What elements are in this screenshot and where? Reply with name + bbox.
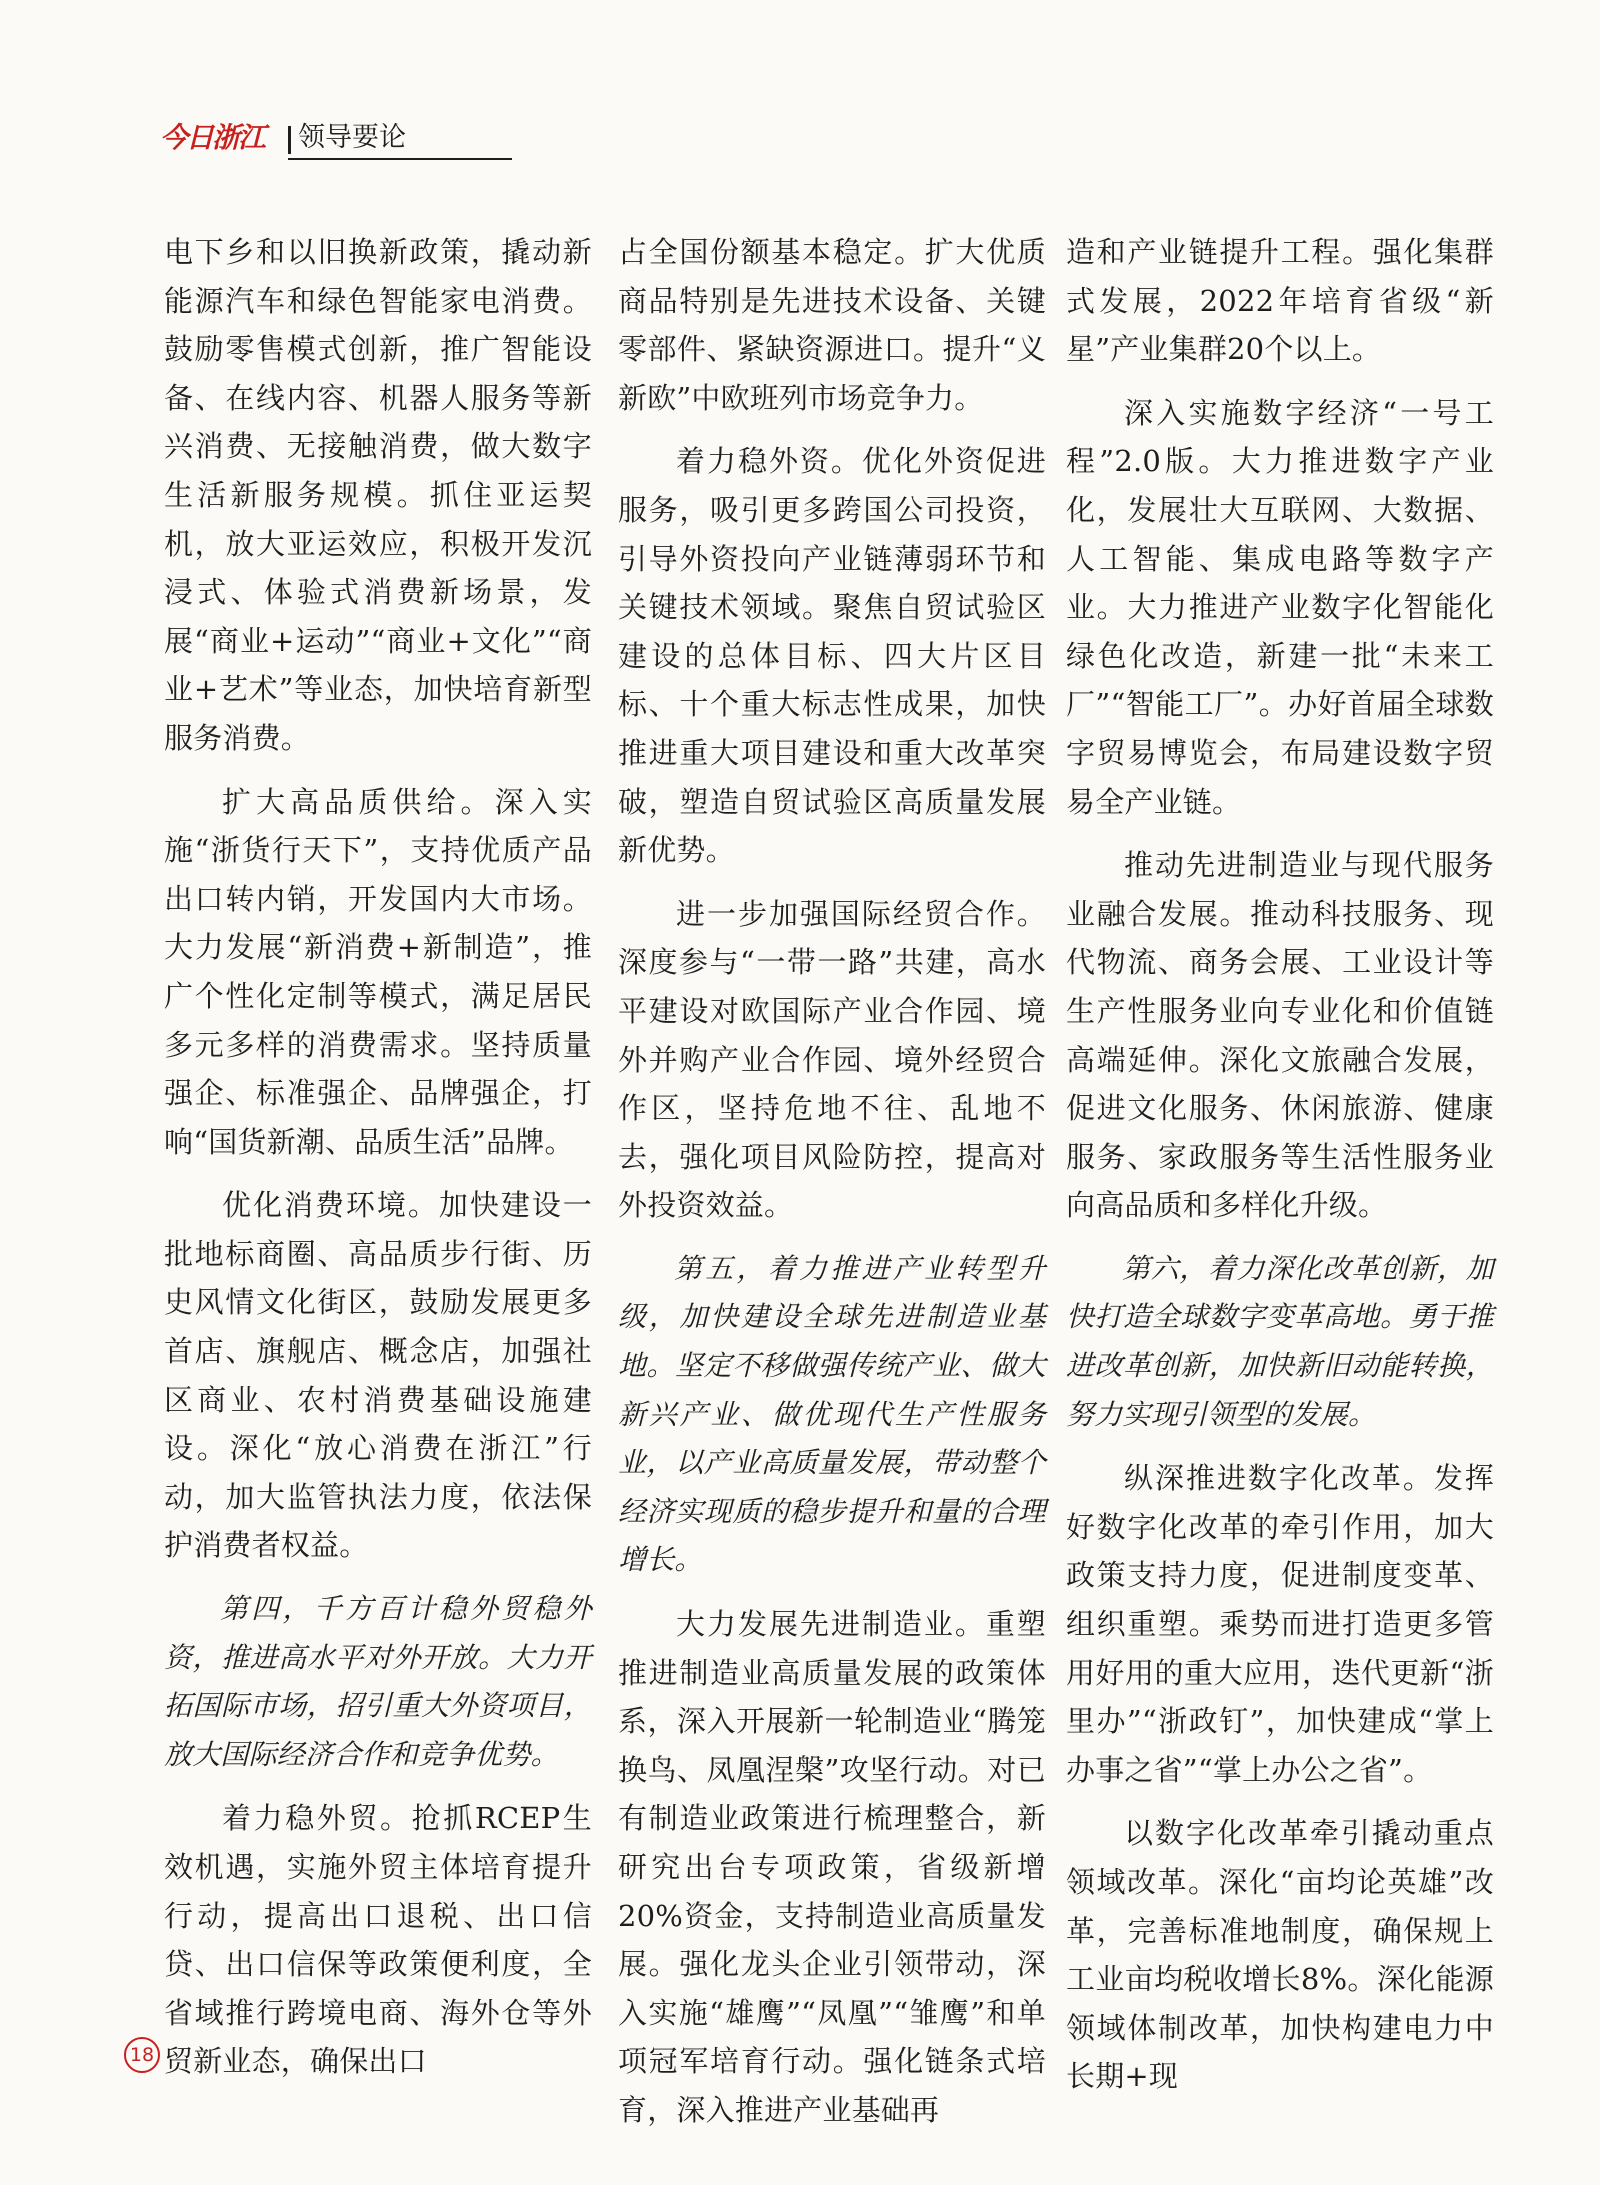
paragraph: 大力发展先进制造业。重塑推进制造业高质量发展的政策体系，深入开展新一轮制造业“腾笼换鸟、凤凰涅槃”攻坚行动。对已有制造业政策进行梳理整合，新研究出台专项政策，省级新增20%资金，支持制造业高质量发展。强化龙头企业引领带动，深入实施“雄鹰”“凤凰”“雏鹰”和单项冠军培育行动。强化链条式培育，深入推进产业基础再 <box>618 1607 1046 2127</box>
section-lead-paragraph: 第五，着力推进产业转型升级，加快建设全球先进制造业基地。坚定不移做强传统产业、做大新兴产业、做优现代生产性服务业，以产业高质量发展，带动整个经济实现质的稳步提升和量的合理增长。 <box>618 1251 1046 1577</box>
text-column-1 <box>164 228 592 2086</box>
paragraph: 深入实施数字经济“一号工程”2.0版。大力推进数字产业化，发展壮大互联网、大数据、人工智能、集成电路等数字产业。大力推进产业数字化智能化绿色化改造，新建一批“未来工厂”“智能工厂”。办好首届全球数字贸易博览会，布局建设数字贸易全产业链。 <box>1066 395 1494 819</box>
paragraph: 着力稳外贸。抢抓RCEP生效机遇，实施外贸主体培育提升行动，提高出口退税、出口信贷、出口信保等政策便利度，全省域推行跨境电商、海外仓等外贸新业态，确保出口 <box>164 1801 592 2079</box>
paragraph: 造和产业链提升工程。强化集群式发展，2022年培育省级“新星”产业集群20个以上。 <box>1066 235 1494 367</box>
magazine-logo: 今日浙江 <box>160 121 265 154</box>
paragraph: 电下乡和以旧换新政策，撬动新能源汽车和绿色智能家电消费。鼓励零售模式创新，推广智能设备、在线内容、机器人服务等新兴消费、无接触消费，做大数字生活新服务规模。抓住亚运契机，放大亚运效应，积极开发沉浸式、体验式消费新场景，发展“商业+运动”“商业+文化”“商业+艺术”等业态，加快培育新型服务消费。 <box>164 235 592 755</box>
paragraph: 着力稳外资。优化外资促进服务，吸引更多跨国公司投资，引导外资投向产业链薄弱环节和关键技术领域。聚焦自贸试验区建设的总体目标、四大片区目标、十个重大标志性成果，加快推进重大项目建设和重大改革突破，塑造自贸试验区高质量发展新优势。 <box>618 444 1046 868</box>
paragraph: 占全国份额基本稳定。扩大优质商品特别是先进技术设备、关键零部件、紧缺资源进口。提升“义新欧”中欧班列市场竞争力。 <box>618 235 1046 415</box>
text-column-3 <box>1066 228 1494 2101</box>
page-header <box>160 120 512 160</box>
text-column-2 <box>618 228 1046 2135</box>
paragraph: 进一步加强国际经贸合作。深度参与“一带一路”共建，高水平建设对欧国际产业合作园、境外并购产业合作园、境外经贸合作区，坚持危地不往、乱地不去，强化项目风险防控，提高对外投资效益。 <box>618 896 1046 1223</box>
page-number: 18 <box>124 2037 160 2073</box>
paragraph: 以数字化改革牵引撬动重点领域改革。深化“亩均论英雄”改革，完善标准地制度，确保规上工业亩均税收增长8%。深化能源领域体制改革，加快构建电力中长期+现 <box>1066 1816 1494 2094</box>
paragraph: 优化消费环境。加快建设一批地标商圈、高品质步行街、历史风情文化街区，鼓励发展更多首店、旗舰店、概念店，加强社区商业、农村消费基础设施建设。深化“放心消费在浙江”行动，加大监管执法力度，依法保护消费者权益。 <box>164 1188 592 1563</box>
paragraph: 推动先进制造业与现代服务业融合发展。推动科技服务、现代物流、商务会展、工业设计等生产性服务业向专业化和价值链高端延伸。深化文旅融合发展，促进文化服务、休闲旅游、健康服务、家政服务等生活性服务业向高品质和多样化升级。 <box>1066 848 1494 1223</box>
paragraph: 纵深推进数字化改革。发挥好数字化改革的牵引作用，加大政策支持力度，促进制度变革、组织重塑。乘势而进打造更多管用好用的重大应用，迭代更新“浙里办”“浙政钉”，加快建成“掌上办事之省”“掌上办公之省”。 <box>1066 1461 1494 1787</box>
section-lead-paragraph: 第四，千方百计稳外贸稳外资，推进高水平对外开放。大力开拓国际市场，招引重大外资项目，放大国际经济合作和竞争优势。 <box>164 1592 592 1771</box>
section-title: 领导要论 <box>298 122 406 153</box>
header-underline <box>288 158 512 160</box>
header-divider <box>288 126 291 154</box>
section-lead-paragraph: 第六，着力深化改革创新，加快打造全球数字变革高地。勇于推进改革创新，加快新旧动能转换，努力实现引领型的发展。 <box>1066 1251 1494 1431</box>
paragraph: 扩大高品质供给。深入实施“浙货行天下”，支持优质产品出口转内销，开发国内大市场。大力发展“新消费+新制造”，推广个性化定制等模式，满足居民多元多样的消费需求。坚持质量强企、标准强企、品牌强企，打响“国货新潮、品质生活”品牌。 <box>164 784 592 1159</box>
